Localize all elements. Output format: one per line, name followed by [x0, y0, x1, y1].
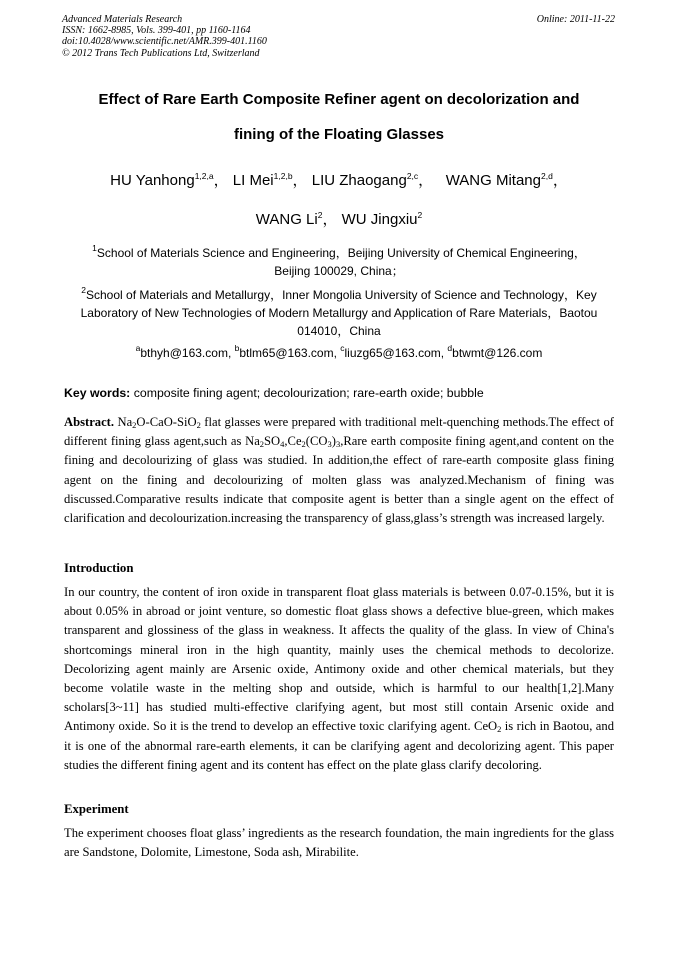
email-mark: c [340, 343, 345, 353]
subscript: 2 [196, 420, 201, 430]
email-mark: a [135, 343, 141, 353]
abstract-text: Na [114, 415, 133, 429]
affiliation-mark: 1 [92, 243, 97, 253]
subscript: 2 [301, 439, 306, 450]
copyright-line: © 2012 Trans Tech Publications Ltd, Switzerland [62, 47, 260, 59]
online-date: Online: 2011-11-22 [536, 14, 615, 25]
introduction-text: In our country, the content of iron oxide in transparent float glass materials is between 0.07-0.15%, but it is about 0.05% in abroad or joint venture, so domestic float glass shows a defective blue-green, which makes transparent and glossiness of the glass in weakness. It affects the quality of the glass. In view of China's shortcomings mineral iron in the high quantity, mainly uses the chemical methods to decolorize. Decolorizing agent mainly are Arsenic oxide, Antimony oxide and other chemical materials, but they become volatile waste in the melting shop and outside, which is harmful to our health[1,2].Many scholars[3~11] has studied multi-effective clarifying agent, but most still contain Arsenic oxide and Antimony oxide. So it is the trend to develop an effective toxic clarifying agent. CeO [64, 585, 614, 734]
abstract-paragraph [64, 413, 614, 528]
author-affiliation-mark: 2,c [406, 171, 419, 181]
journal-name: Advanced Materials Research [62, 14, 183, 25]
author-emails [64, 343, 614, 360]
author-affiliation-mark: 2 [417, 210, 423, 220]
affiliation-text: 014010，China [297, 324, 381, 338]
author-line-2 [64, 208, 614, 229]
subscript: 3 [335, 439, 341, 450]
introduction-heading: Introduction [64, 561, 134, 575]
author-name: LIU Zhaogang [311, 172, 407, 189]
author-name: HU Yanhong [110, 172, 195, 189]
author-line-1 [64, 169, 614, 190]
experiment-heading: Experiment [64, 802, 129, 816]
author-separator: ， [418, 172, 434, 189]
author-affiliation-mark: 1,2,a [194, 171, 214, 181]
keywords-text: composite fining agent; decolourization; rare-earth oxide; bubble [130, 386, 484, 400]
keywords-label: Key words: [64, 386, 131, 400]
author-name: WU Jingxiu [341, 211, 418, 228]
keywords [64, 386, 614, 400]
abstract-text: O-CaO-SiO [136, 415, 197, 429]
subscript: 2 [497, 724, 502, 735]
email-address: bthyh@163.com, [140, 346, 235, 360]
affiliation-text: Beijing 100029, China； [274, 264, 404, 278]
author-name: WANG Li [255, 211, 318, 228]
author-separator: ， [292, 172, 308, 189]
affiliation-text: School of Materials Science and Engineering，Beijing University of Chemical Engineering， [96, 246, 586, 260]
abstract-text: (CO [305, 434, 328, 449]
introduction-paragraph [64, 583, 614, 775]
abstract-label: Abstract. [64, 415, 115, 429]
email-address: btwmt@126.com [452, 346, 543, 360]
subscript: 2 [259, 439, 265, 450]
email-mark: d [447, 343, 453, 353]
email-mark: b [234, 343, 240, 353]
doi-line: doi:10.4028/www.scientific.net/AMR.399-401.1160 [62, 36, 267, 48]
affiliation-1 [64, 244, 614, 280]
author-name: WANG Mitang [445, 172, 541, 189]
author-name: LI Mei [232, 172, 274, 189]
paper-title-line-1: Effect of Rare Earth Composite Refiner agent on decolorization and [98, 91, 580, 108]
introduction-text: is rich in Baotou, and it is one of the abnormal rare-earth elements, it can be clarifying agent and decolorizing agent. This paper studies the different fining agent and its content has effect on the plate glass clarify decoloring. [64, 719, 614, 772]
experiment-paragraph: The experiment chooses float glass’ ingredients as the research foundation, the main ingredients for the glass are Sandstone, Dolomite, Limestone, Soda ash, Mirabilite. [64, 826, 614, 860]
abstract-text: ,Rare earth composite fining agent,and content on the fining and decolourizing of glass was studied. In addition,the effect of rare-earth composite glass fining agent on the fining and decolourizing of molten glass was analyzed.Mechanism of fining was discussed.Comparative results indicate that composite agent is better than a single agent on the effect of clarification and decolourization.increasing the transparency of glass,glass’s strength was increased largely. [64, 434, 614, 526]
abstract-text: flat glasses were prepared with traditional melt-quenching methods.The effect of different fining glass agent,such as Na [64, 415, 614, 449]
affiliation-mark: 2 [81, 285, 86, 295]
author-separator: ， [213, 172, 229, 189]
email-address: btlm65@163.com, [239, 346, 341, 360]
affiliation-text: Laboratory of New Technologies of Modern Metallurgy and Application of Rare Materials，Baotou [80, 306, 598, 320]
subscript: 4 [280, 439, 285, 450]
affiliation-text: School of Materials and Metallurgy，Inner Mongolia University of Science and Technology，Key [86, 288, 597, 302]
author-affiliation-mark: 1,2,b [273, 171, 293, 181]
issn-line: ISSN: 1662-8985, Vols. 399-401, pp 1160-1164 [62, 25, 251, 37]
subscript: 3 [327, 439, 332, 450]
subscript: 2 [132, 420, 137, 430]
author-separator: ， [552, 172, 568, 189]
journal-header [62, 14, 267, 59]
abstract-text: ,Ce [284, 434, 302, 449]
affiliation-2 [64, 286, 614, 340]
abstract-text: SO [264, 434, 281, 449]
author-affiliation-mark: 2 [317, 210, 323, 220]
paper-title-line-2: fining of the Floating Glasses [233, 126, 444, 143]
author-affiliation-mark: 2,d [540, 171, 553, 181]
author-separator: ， [322, 211, 338, 228]
abstract-text: ) [331, 434, 336, 449]
email-address: liuzg65@163.com, [344, 346, 448, 360]
